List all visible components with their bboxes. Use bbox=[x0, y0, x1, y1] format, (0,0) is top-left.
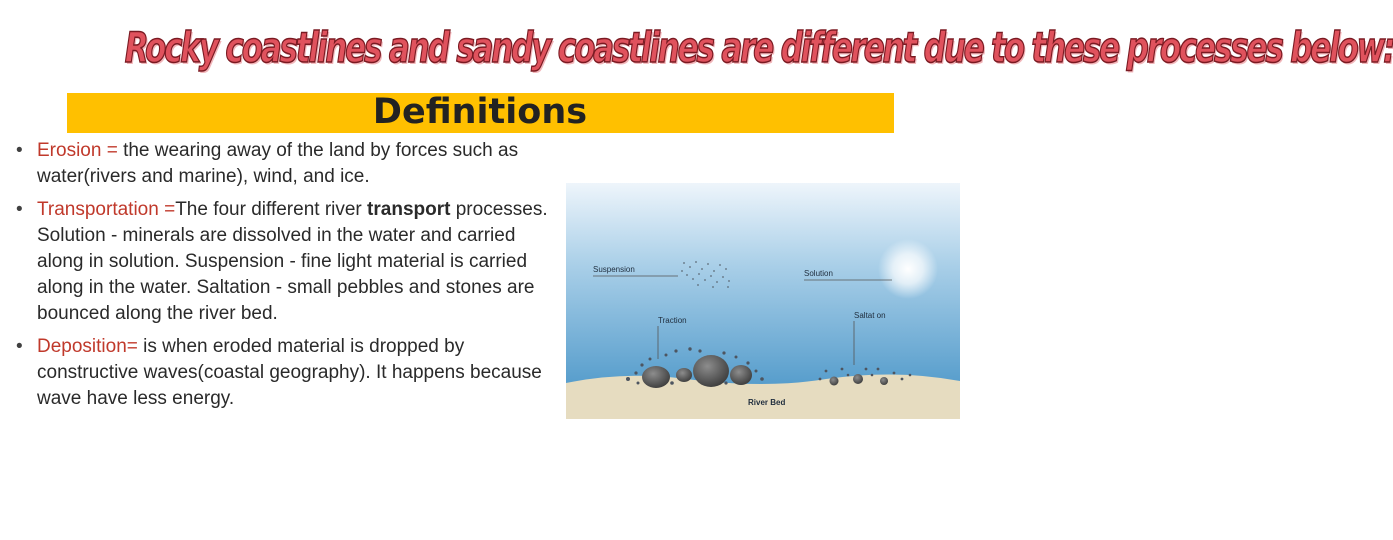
term-transportation: Transportation = bbox=[37, 199, 176, 220]
solution-label: Solution bbox=[804, 269, 833, 278]
definition-transportation-start: The four different river bbox=[175, 199, 368, 220]
definitions-list bbox=[16, 138, 564, 419]
bullet-transportation bbox=[16, 197, 564, 327]
bullet-icon: • bbox=[16, 199, 23, 220]
definition-transportation-bold: transport bbox=[367, 199, 451, 220]
term-erosion: Erosion = bbox=[37, 140, 118, 161]
traction-label: Traction bbox=[658, 316, 687, 325]
river-bed-label: River Bed bbox=[748, 398, 786, 407]
river-transport-diagram bbox=[566, 183, 960, 419]
slide-title: Rocky coastlines and sandy coastlines are different due to these processes below: bbox=[124, 23, 1393, 72]
bullet-icon: • bbox=[16, 336, 23, 357]
bullet-icon: • bbox=[16, 140, 23, 161]
light-glow bbox=[878, 239, 938, 299]
definitions-heading: Definitions bbox=[372, 92, 588, 132]
definition-deposition: is when eroded material is dropped by constructive waves(coastal geography). It happens because wave have less energy. bbox=[37, 336, 542, 409]
saltation-label: Saltat on bbox=[854, 311, 886, 320]
suspension-label: Suspension bbox=[593, 265, 635, 274]
definition-transportation-end: processes. Solution - minerals are dissolved in the water and carried along in solution. Suspension - fine light material is carried along in the water. Saltation - small pebbles and stones are bounced along the river bed. bbox=[37, 199, 548, 324]
river-transport-illustration bbox=[566, 183, 960, 419]
definition-erosion: the wearing away of the land by forces such as water(rivers and marine), wind, and ice. bbox=[37, 140, 519, 187]
bullet-deposition bbox=[16, 334, 564, 412]
bullet-erosion bbox=[16, 138, 564, 190]
term-deposition: Deposition= bbox=[37, 336, 138, 357]
